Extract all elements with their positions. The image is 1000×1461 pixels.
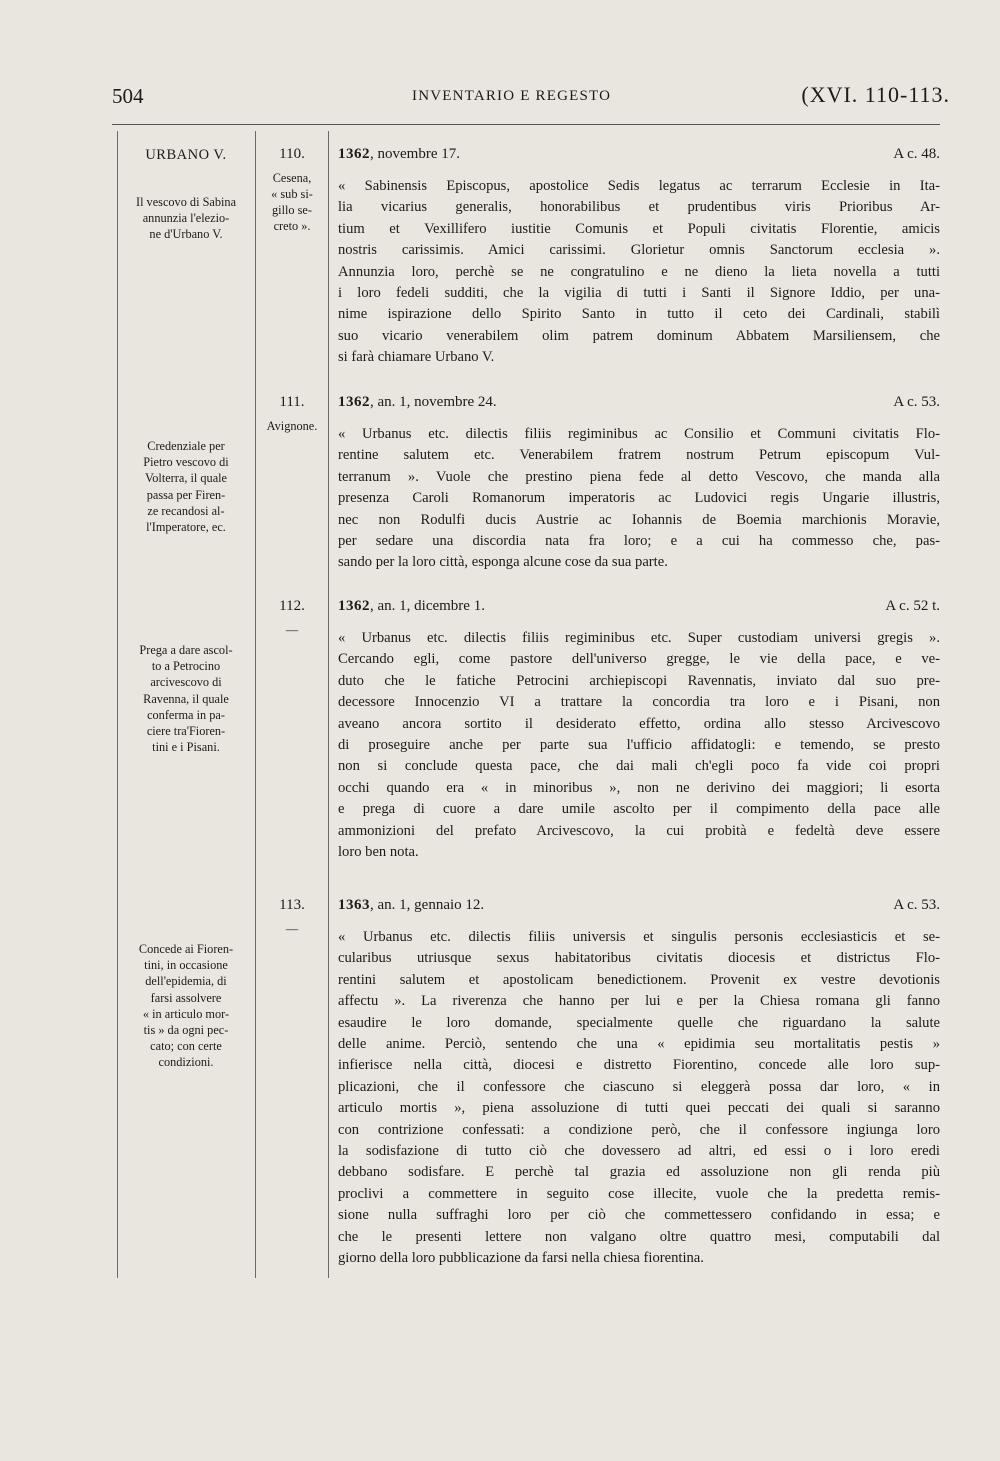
summary-line: Credenziale per	[147, 439, 225, 453]
entry-date	[338, 598, 485, 615]
summary-line: condizioni.	[158, 1055, 214, 1070]
entry-date	[338, 897, 484, 914]
text-line: cularibus utriusque sexus habitatoribus civitatis diocesis et districtus Flo-	[338, 950, 940, 967]
header-rule	[112, 124, 940, 125]
text-line: loro ben nota.	[338, 844, 419, 861]
summary-line: to a Petrocino	[151, 659, 221, 674]
text-line: delle anime. Perciò, sentendo che una « epidimia seu mortalitatis pestis »	[338, 1036, 940, 1053]
summary-line: l'Imperatore, ec.	[146, 520, 226, 535]
summary-line: ciere tra'Fioren-	[146, 724, 226, 739]
text-line: infierisce nella città, diocesi e distretto Fiorentino, concede alle loro sup-	[338, 1057, 940, 1074]
entry-number: 111.	[279, 394, 305, 410]
text-line: e prega di cuore a dare umile ascolto per il compimento della pace alle	[338, 801, 940, 818]
entry-folio-ref: A c. 48.	[893, 146, 940, 162]
entry-text	[338, 628, 940, 863]
entry-date-rest: , an. 1, dicembre 1.	[370, 598, 485, 614]
text-line: sione nulla suffraghi loro per ciò che commettessero confidando in essa; e	[338, 1207, 940, 1224]
entry-folio-ref: A c. 53.	[893, 394, 940, 410]
entry-heading	[338, 146, 940, 170]
page-header	[112, 82, 950, 112]
place-line: creto ».	[273, 219, 311, 233]
text-line: occhi quando era « in minoribus », non ne derivino dei maggiori; li esorta	[338, 779, 940, 796]
summary-line: « in articulo mor-	[142, 1006, 230, 1021]
entry-number: 112.	[279, 598, 305, 614]
text-line: esaudire le loro domande, specialmente quelle che riguardano la salute	[338, 1014, 940, 1031]
entry-year: 1363	[338, 897, 370, 913]
place-line: Avignone.	[266, 419, 318, 433]
entry-text	[338, 176, 940, 369]
text-line: che le presenti lettere non valgano oltre quattro mesi, computabili dal	[338, 1228, 940, 1245]
entry-text	[338, 927, 940, 1270]
text-line: lia vicarius generalis, honorabilibus et prudentibus viris Prioribus Ar-	[338, 199, 940, 216]
entry-date-rest: , an. 1, novembre 24.	[370, 394, 497, 410]
page-number: 504	[112, 84, 144, 108]
summary-line: dell'epidemia, di	[145, 974, 227, 989]
summary-line: annunzia l'elezio-	[142, 211, 230, 226]
text-line: presenza Caroli Romanorum imperatoris ac Ludovici regis Ungarie illustris,	[338, 490, 940, 507]
summary-line: passa per Firen-	[146, 487, 226, 502]
text-line: i loro fedeli sudditi, che la vigilia di tutti i Santi il Signore Iddio, per una-	[338, 285, 940, 302]
margin-heading: URBANO V.	[145, 147, 227, 163]
text-line: nostris carissimis. Amici carissimi. Glorietur omnis Sanctorum ecclesia ».	[338, 242, 940, 259]
text-line: per sedare una discordia nata fra loro; e a cui ha commesso che, pas-	[338, 533, 940, 550]
entry-summary	[121, 438, 251, 535]
text-line: la sodisfazione di tutto ciò che dovessero ad altri, ed essi o i loro eredi	[338, 1143, 940, 1160]
place-line: —	[285, 623, 299, 637]
text-line: articulo mortis », piena assoluzione di tutti quei peccati dei quali si saranno	[338, 1100, 940, 1117]
entry-text	[338, 424, 940, 574]
text-line: giorno della loro pubblicazione da farsi nella chiesa fiorentina.	[338, 1250, 704, 1267]
text-line: si farà chiamare Urbano V.	[338, 349, 495, 366]
text-line: plicazioni, che il confessore che ciascuno si eleggerà possa dar loro, « in	[338, 1078, 940, 1095]
entry-summary	[121, 941, 251, 1071]
entry-year: 1362	[338, 146, 370, 162]
entry-place	[258, 622, 326, 638]
place-line: gillo se-	[272, 203, 312, 217]
entry-place	[258, 921, 326, 937]
text-line: nime ispirazione dello Spirito Santo in tutto il ceto dei Cardinali, stabilì	[338, 306, 940, 323]
text-line: Cercando egli, come pastore dell'universo gregge, le vie della pace, e ve-	[338, 651, 940, 668]
column-rule-left	[117, 131, 118, 1278]
text-line: nec non Rodulfi ducis Austrie ac Iohannis de Boemia marchionis Moravie,	[338, 511, 940, 528]
text-line: « Urbanus etc. dilectis filiis regiminibus ac Consilio et Communi civitatis Flo-	[338, 426, 940, 442]
summary-line: tini, in occasione	[144, 958, 228, 973]
text-line: rentini salutem et apostolicam benedictionem. Provenit ex vestre devotionis	[338, 971, 940, 988]
text-line: rentine salutem etc. Venerabilem fratrem nostrum Petrum episcopum Vul-	[338, 447, 940, 464]
summary-line: Concede ai Fioren-	[138, 942, 234, 956]
summary-line: ze recandosi al-	[147, 503, 225, 518]
entry-heading	[338, 598, 940, 622]
text-line: Annunzia loro, perchè se ne congratulino e ne dieno la lieta novella a tutti	[338, 263, 940, 280]
entry-folio-ref: A c. 52 t.	[885, 598, 940, 614]
summary-line: cato; con certe	[150, 1039, 222, 1054]
entry-summary	[121, 642, 251, 755]
summary-line: ne d'Urbano V.	[149, 227, 223, 242]
entry-date	[338, 394, 497, 411]
text-line: tium et Vexillifero iustitie Comunis et Populi civitatis Florentie, amicis	[338, 220, 940, 237]
entry-year: 1362	[338, 394, 370, 410]
place-line: Cesena,	[272, 171, 312, 185]
summary-line: Ravenna, il quale	[143, 691, 229, 706]
summary-line: conferma in pa-	[147, 707, 225, 722]
text-line: « Urbanus etc. dilectis filiis regiminibus etc. Super custodiam universi gregis ».	[338, 630, 940, 646]
text-line: suo vicario venerabilem olim patrem dominum Abbatem Marsiliensem, che	[338, 327, 940, 344]
text-line: con contrizione confessati: a condizione però, che il confessore ingiunga loro	[338, 1121, 940, 1138]
entry-date-rest: , an. 1, gennaio 12.	[370, 897, 485, 913]
entry-heading	[338, 897, 940, 921]
text-line: proclivi a commettere in seguito cose illecite, vuole che la predetta remis-	[338, 1185, 940, 1202]
entry-date-rest: , novembre 17.	[370, 146, 460, 162]
entry-year: 1362	[338, 598, 370, 614]
section-range: (XVI. 110-113.	[801, 82, 950, 107]
summary-line: farsi assolvere	[150, 990, 222, 1005]
text-line: aveano ancora sortito il desiderato effetto, ordina allo stesso Arcivescovo	[338, 715, 940, 732]
text-line: affectu ». La riverenza che hanno per lui e per la Chiesa romana gli fanno	[338, 993, 940, 1010]
text-line: terranum ». Vuole che prestino piena fede al detto Vescovo, che manda alla	[338, 468, 940, 485]
entry-summary	[121, 194, 251, 243]
place-line: « sub si-	[271, 187, 313, 201]
entry-place	[258, 418, 326, 434]
entry-place	[258, 170, 326, 234]
entry-folio-ref: A c. 53.	[893, 897, 940, 913]
column-rule-middle	[255, 131, 256, 1278]
entry-number: 110.	[279, 146, 305, 162]
column-rule-right	[328, 131, 329, 1278]
text-line: debbano sodisfare. E perchè tal grazia ed assoluzione non gli renda più	[338, 1164, 940, 1181]
text-line: sando per la loro città, esponga alcune cose da sua parte.	[338, 554, 668, 571]
text-line: duto che le fatiche Petrocini archiepiscopi Ravennatis, inviato dal suo pre-	[338, 672, 940, 689]
running-title: INVENTARIO E REGESTO	[412, 88, 612, 104]
text-line: di proseguire anche per parte sua l'ufficio affidatogli: e temendo, se presto	[338, 737, 940, 754]
summary-line: Prega a dare ascol-	[139, 643, 233, 657]
summary-line: tini e i Pisani.	[152, 740, 220, 755]
summary-line: Pietro vescovo di	[143, 455, 229, 470]
summary-line: arcivescovo di	[150, 675, 222, 690]
text-line: ammonizioni del prefato Arcivescovo, la cui probità e fedeltà deve essere	[338, 822, 940, 839]
summary-line: Volterra, il quale	[144, 471, 228, 486]
text-line: « Urbanus etc. dilectis filiis universis et singulis personis ecclesiasticis et se-	[338, 929, 940, 945]
text-line: « Sabinensis Episcopus, apostolice Sedis legatus ac terrarum Ecclesie in Ita-	[338, 178, 940, 194]
text-line: decessore Innocenzio VI a trattare la concordia tra loro e i Pisani, non	[338, 694, 940, 711]
place-line: —	[285, 922, 299, 936]
text-line: non si conclude questa pace, che dai mali ch'egli poco fa vide coi propri	[338, 758, 940, 775]
entry-date	[338, 146, 460, 163]
summary-line: tis » da ogni pec-	[143, 1023, 229, 1038]
summary-line: Il vescovo di Sabina	[135, 195, 237, 209]
entry-number: 113.	[279, 897, 305, 913]
entry-heading	[338, 394, 940, 418]
